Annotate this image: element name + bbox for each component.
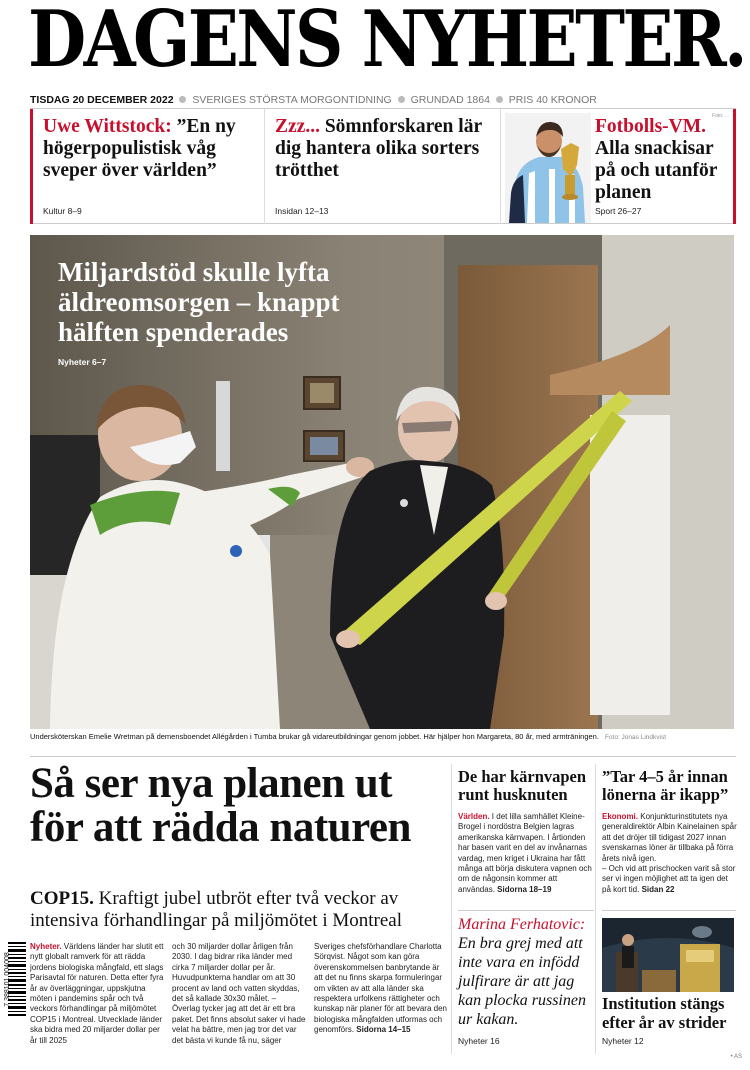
price: PRIS 40 KRONOR <box>508 94 597 106</box>
wages-headline: ”Tar 4–5 år innan lönerna är ikapp” <box>602 767 729 804</box>
main-story-section: Nyheter 6–7 <box>58 357 107 367</box>
wages-body <box>602 812 738 895</box>
wages-text: Konjunkturinstitutets nya generaldirektör Albin Kainelainen spår att det dröjer till tidigast 2027 innan svenskarnas löner är tillbaka på förra årets nivå igen. <box>602 812 737 863</box>
masthead <box>28 0 745 85</box>
nuclear-headline: De har kärnvapen runt husknuten <box>458 767 587 804</box>
lead-column-3 <box>314 942 448 1036</box>
corner-tag: • AS <box>730 1054 742 1060</box>
issue-date: TISDAG 20 DECEMBER 2022 <box>30 94 174 106</box>
teaser-section: Insidan 12–13 <box>275 206 329 216</box>
quote-story[interactable] <box>458 916 592 1029</box>
page-reference: Sidan 22 <box>639 884 675 894</box>
column-divider <box>451 764 452 1054</box>
nuclear-text: I det lilla samhället Kleine-Brogel i nordöstra Belgien lagras amerikanska kärnvapen. I årtionden har basen varit en del av invånarnas vardag, men kriget i Ukraina har fått många att börja diskutera vapnen och om de någonsin kommer att användas. <box>458 812 592 894</box>
column-divider <box>595 764 596 1054</box>
quote-text: En bra grej med att inte vara en infödd julfirare är att jag kan plocka russinen ur kakan. <box>458 935 586 1028</box>
teaser-headline-wrap <box>595 116 731 204</box>
tagline: SVERIGES STÖRSTA MORGONTIDNING <box>192 94 392 106</box>
teaser-headline <box>43 116 254 182</box>
nuclear-kicker: Världen. <box>458 812 490 821</box>
column-kicker: Nyheter. <box>30 942 62 951</box>
lead-column-1 <box>30 942 164 1046</box>
lead-headline[interactable]: Så ser nya planen ut för att rädda naturen <box>30 760 411 851</box>
column-text: Sveriges chefsförhandlare Charlotta Sörqvist. Något som kan göra överenskommelsen banbrytande är att det nu finns skarpa formuleringar om vikten av att alla länder ska respektera urfolkens rättigheter och kunskap när planer för att bevara den biologiska mångfalden utformas och genomförs. <box>314 942 447 1035</box>
teaser-kicker: Zzz... <box>275 116 320 137</box>
football-player-photo <box>505 113 591 223</box>
main-story-photo[interactable] <box>30 235 734 729</box>
dateline <box>30 94 597 106</box>
lead-column-2: och 30 miljarder dollar årligen från 2030. I dag bidrar rika länder med cirka 7 miljarder dollar per år. Huvudpunkterna handlar om att 30 procent av land och vatten skyddas, det så kallade 30x30 målet. – Överlag tycker jag att det är ett bra paket. Det finns absolut saker vi hade velat ha bättre, men jag tror det var det bästa vi kunde få nu, säger <box>172 942 306 1045</box>
divider <box>30 756 736 757</box>
photo-credit: Foto: Jonas Lindkvist <box>604 734 666 741</box>
institution-photo[interactable] <box>602 918 734 992</box>
column-text: Världens länder har slutit ett nytt globalt ramverk för att rädda jordens biologiska mångfald, ett slags Parisavtal för naturen. Detta efter fyra år av överläggningar, uppskjutna möten i pandemins spår och två veckors förhandlingar på miljömötet COP15 i Montreal. Utvecklade länder ska bidra med 20 miljarder dollar per år till 2025 <box>30 942 164 1045</box>
teaser-bar <box>30 108 736 224</box>
teaser-text: Alla snackisar på och utanför planen <box>595 138 718 203</box>
institution-section: Nyheter 12 <box>602 1036 644 1046</box>
nuclear-body <box>458 812 594 895</box>
teaser-sleep[interactable] <box>264 109 500 224</box>
teaser-headline <box>275 116 490 182</box>
teaser-culture[interactable] <box>30 109 264 224</box>
wages-story[interactable] <box>602 768 738 895</box>
caption-text: Undersköterskan Emelie Wretman på demensboendet Allégården i Tumba brukar gå vidareutbildningar genom jobbet. Här hjälper hon Margareta, 80 år, med armträningen. <box>30 732 599 741</box>
teaser-kicker: Fotbolls-VM. <box>595 116 707 137</box>
lead-subheadline <box>30 888 450 932</box>
teaser-text: ”En ny högerpopulistisk våg sveper över världen” <box>43 116 236 181</box>
photo-caption <box>30 732 736 741</box>
separator-dot-icon <box>398 96 405 103</box>
teaser-football[interactable] <box>500 109 736 224</box>
founded: GRUNDAD 1864 <box>410 94 490 106</box>
teaser-section: Sport 26–27 <box>595 206 642 216</box>
lead-kicker: COP15. <box>30 888 94 909</box>
teaser-text: Sömnforskaren lär dig hantera olika sorters trötthet <box>275 116 482 181</box>
newspaper-title[interactable]: DAGENS NYHETER. <box>28 0 745 85</box>
divider <box>602 910 736 911</box>
nuclear-story[interactable] <box>458 768 594 895</box>
quote-section: Nyheter 16 <box>458 1036 500 1046</box>
photo-credit: Foto: ... <box>712 113 729 119</box>
separator-dot-icon <box>496 96 503 103</box>
separator-dot-icon <box>179 96 186 103</box>
teaser-kicker: Uwe Wittstock: <box>43 116 172 137</box>
institution-illustration <box>602 918 734 992</box>
wages-quote: – Och vid att prischocken varit så stor ser vi ingen möjlighet att ta igen det på kort tid. <box>602 864 736 894</box>
lead-sub-text: Kraftigt jubel utbröt efter två veckor av intensiva förhandlingar på miljömötet i Montreal <box>30 888 402 931</box>
divider <box>458 910 594 911</box>
teaser-section: Kultur 8–9 <box>43 206 82 216</box>
institution-headline[interactable]: Institution stängs efter år av strider <box>602 994 727 1032</box>
page-reference: Sidorna 14–15 <box>354 1025 411 1035</box>
main-story-headline[interactable]: Miljardstöd skulle lyfta äldreomsorgen – knappt hälften spenderades <box>58 257 340 347</box>
page-reference: Sidorna 18–19 <box>494 884 552 894</box>
wages-kicker: Ekonomi. <box>602 812 639 821</box>
quote-author: Marina Ferhatovic: <box>458 916 586 933</box>
barcode-number: 7 388101 004008 <box>3 952 11 1007</box>
teaser-headline <box>595 116 731 204</box>
